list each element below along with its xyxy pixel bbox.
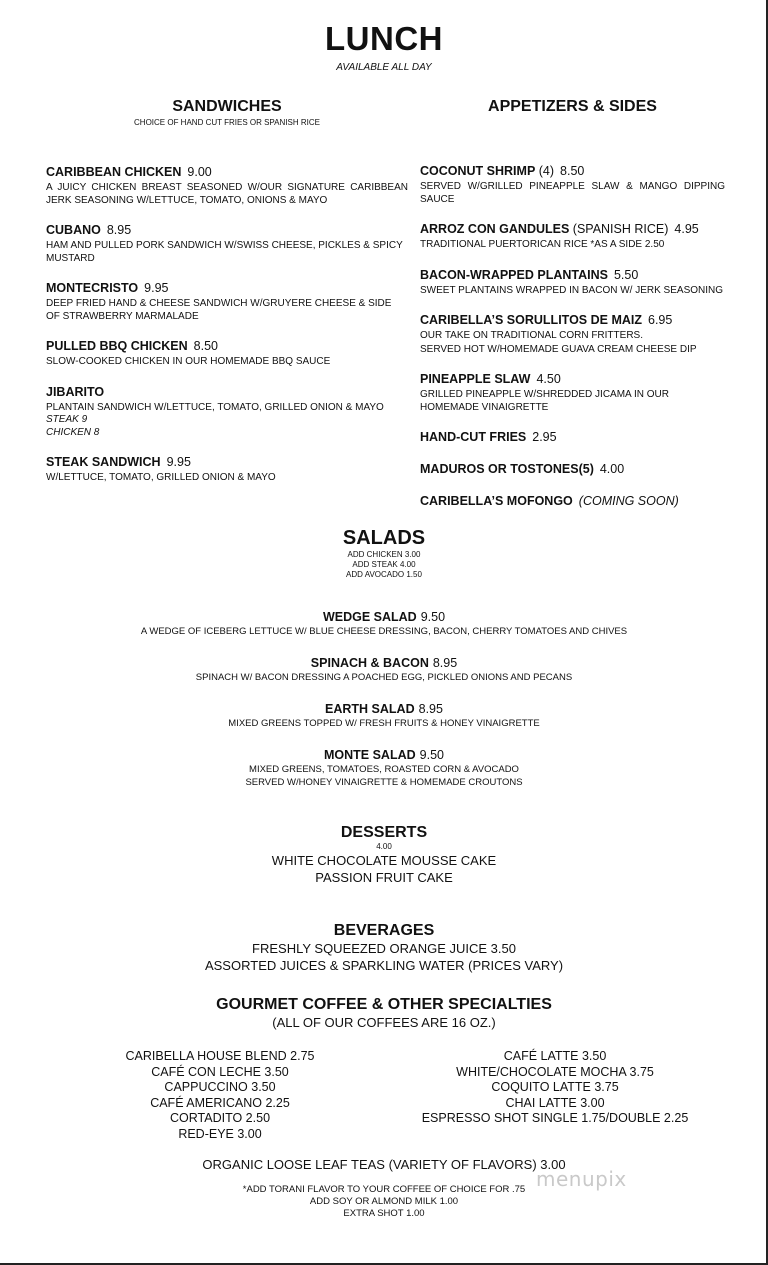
item-description-line2: SERVED W/HONEY VINAIGRETTE & HOMEMADE CROUTONS bbox=[245, 776, 523, 788]
sandwiches-section bbox=[46, 98, 408, 485]
coffee-extras bbox=[0, 1184, 768, 1220]
item-description: MIXED GREENS TOPPED W/ FRESH FRUITS & HONEY VINAIGRETTE bbox=[228, 718, 540, 729]
item-option-steak: STEAK 9 bbox=[46, 414, 88, 425]
coffee-item: CAFÉ LATTE 3.50 bbox=[503, 1049, 607, 1063]
coffee-list-right bbox=[410, 1049, 700, 1127]
item-price: 8.95 bbox=[418, 702, 443, 716]
item-description: SWEET PLANTAINS WRAPPED IN BACON W/ JERK SEASONING bbox=[420, 284, 724, 296]
sandwiches-heading: SANDWICHES bbox=[172, 98, 282, 115]
item-description-line2: SERVED HOT W/HOMEMADE GUAVA CREAM CHEESE DIP bbox=[420, 343, 697, 355]
item-portion: (4) bbox=[535, 164, 555, 178]
item-name: EARTH SALAD bbox=[325, 702, 415, 716]
item-status: (COMING SOON) bbox=[578, 494, 679, 508]
salad-addon: ADD CHICKEN 3.00 bbox=[347, 550, 421, 559]
menu-item bbox=[420, 266, 725, 298]
coffee-extra: ADD SOY OR ALMOND MILK 1.00 bbox=[309, 1196, 459, 1207]
item-name: ARROZ CON GANDULES bbox=[420, 222, 570, 236]
item-name: STEAK SANDWICH bbox=[46, 455, 161, 469]
menu-item bbox=[46, 383, 408, 440]
item-name: CARIBBEAN CHICKEN bbox=[46, 165, 182, 179]
menupix-watermark: menupix bbox=[536, 1167, 627, 1191]
item-description: GRILLED PINEAPPLE W/SHREDDED JICAMA IN OUR HOMEMADE VINAIGRETTE bbox=[420, 389, 669, 413]
item-name: CARIBELLA’S SORULLITOS DE MAIZ bbox=[420, 313, 642, 327]
beverage-item: ASSORTED JUICES & SPARKLING WATER (PRICES VARY) bbox=[204, 958, 564, 973]
item-name: PULLED BBQ CHICKEN bbox=[46, 339, 188, 353]
item-name: SPINACH & BACON bbox=[310, 656, 429, 670]
menu-item bbox=[46, 279, 408, 323]
item-price: 6.95 bbox=[648, 313, 673, 327]
menu-title: LUNCH bbox=[325, 20, 443, 57]
menu-item bbox=[420, 370, 725, 414]
item-price: 9.50 bbox=[419, 748, 444, 762]
coffee-item: CHAI LATTE 3.00 bbox=[505, 1095, 605, 1110]
item-price: 4.50 bbox=[536, 372, 561, 386]
salad-addon: ADD STEAK 4.00 bbox=[352, 560, 416, 569]
item-description: SLOW-COOKED CHICKEN IN OUR HOMEMADE BBQ SAUCE bbox=[46, 356, 331, 367]
salad-addon: ADD AVOCADO 1.50 bbox=[346, 570, 422, 579]
item-price: 8.50 bbox=[560, 164, 585, 178]
item-price: 9.50 bbox=[420, 610, 446, 624]
coffee-section bbox=[0, 996, 768, 1031]
item-description: A JUICY CHICKEN BREAST SEASONED W/OUR SIGNATURE CARIBBEAN JERK SEASONING W/LETTUCE, TOMATO, ONIONS & MAYO bbox=[46, 182, 408, 206]
item-option-chicken: CHICKEN 8 bbox=[46, 426, 100, 438]
coffee-note: (ALL OF OUR COFFEES ARE 16 OZ.) bbox=[272, 1015, 496, 1030]
item-description: DEEP FRIED HAND & CHEESE SANDWICH W/GRUYERE CHEESE & SIDE OF STRAWBERRY MARMALADE bbox=[46, 298, 392, 322]
item-name: WEDGE SALAD bbox=[322, 610, 417, 624]
menu-item bbox=[46, 337, 408, 369]
salads-heading: SALADS bbox=[342, 527, 426, 549]
item-description: SPINACH W/ BACON DRESSING A POACHED EGG, PICKLED ONIONS AND PECANS bbox=[195, 672, 573, 683]
coffee-list-left bbox=[100, 1049, 340, 1142]
item-name: HAND-CUT FRIES bbox=[420, 430, 527, 444]
coffee-extra: EXTRA SHOT 1.00 bbox=[343, 1208, 425, 1219]
menu-item bbox=[420, 162, 725, 206]
menu-item bbox=[420, 428, 725, 446]
menu-item bbox=[46, 453, 408, 485]
menu-item bbox=[46, 163, 408, 207]
appetizers-heading: APPETIZERS & SIDES bbox=[488, 98, 657, 115]
salad-item bbox=[0, 654, 768, 685]
sandwiches-note: CHOICE OF HAND CUT FRIES OR SPANISH RICE bbox=[134, 118, 320, 127]
salads-section bbox=[0, 527, 768, 580]
beverage-item: FRESHLY SQUEEZED ORANGE JUICE 3.50 bbox=[252, 941, 516, 956]
item-name: COCONUT SHRIMP bbox=[420, 164, 536, 178]
item-description: MIXED GREENS, TOMATOES, ROASTED CORN & AVOCADO bbox=[249, 764, 519, 775]
item-price: 9.00 bbox=[187, 165, 212, 179]
menu-subtitle: AVAILABLE ALL DAY bbox=[336, 62, 432, 73]
coffee-item: RED-EYE 3.00 bbox=[178, 1126, 262, 1141]
appetizers-section bbox=[420, 98, 725, 510]
item-name: MADUROS OR TOSTONES(5) bbox=[420, 462, 594, 476]
item-description: A WEDGE OF ICEBERG LETTUCE W/ BLUE CHEESE DRESSING, BACON, CHERRY TOMATOES AND CHIVES bbox=[140, 626, 628, 637]
item-price: 2.95 bbox=[532, 430, 557, 444]
dessert-item: PASSION FRUIT CAKE bbox=[315, 870, 453, 885]
item-price: 8.95 bbox=[106, 223, 132, 237]
coffee-heading: GOURMET COFFEE & OTHER SPECIALTIES bbox=[216, 996, 552, 1013]
item-price: 8.50 bbox=[193, 339, 219, 353]
desserts-price: 4.00 bbox=[376, 842, 392, 851]
desserts-section bbox=[0, 824, 768, 886]
coffee-item: CORTADITO 2.50 bbox=[169, 1111, 271, 1125]
menu-item bbox=[420, 492, 725, 510]
item-name: PINEAPPLE SLAW bbox=[420, 372, 531, 386]
salad-item bbox=[0, 608, 768, 639]
coffee-item: WHITE/CHOCOLATE MOCHA 3.75 bbox=[456, 1064, 654, 1079]
item-description: SERVED W/GRILLED PINEAPPLE SLAW & MANGO DIPPING SAUCE bbox=[420, 181, 725, 205]
menu-item bbox=[420, 220, 725, 252]
item-portion: (SPANISH RICE) bbox=[569, 222, 669, 236]
item-name: CARIBELLA’S MOFONGO bbox=[420, 494, 573, 508]
item-price: 5.50 bbox=[613, 267, 639, 282]
item-price: 8.95 bbox=[432, 656, 458, 670]
salad-item bbox=[0, 746, 768, 789]
item-price: 4.00 bbox=[599, 462, 625, 476]
item-name: MONTECRISTO bbox=[46, 281, 139, 295]
item-description: W/LETTUCE, TOMATO, GRILLED ONION & MAYO bbox=[46, 472, 276, 483]
teas-line bbox=[0, 1156, 768, 1173]
beverages-heading: BEVERAGES bbox=[333, 922, 435, 939]
menu-item bbox=[46, 221, 408, 265]
item-price: 4.95 bbox=[674, 222, 699, 236]
coffee-extra: *ADD TORANI FLAVOR TO YOUR COFFEE OF CHOICE FOR .75 bbox=[242, 1184, 526, 1195]
item-name: MONTE SALAD bbox=[323, 748, 416, 762]
coffee-item: COQUITO LATTE 3.75 bbox=[491, 1080, 619, 1094]
desserts-heading: DESSERTS bbox=[340, 824, 428, 841]
item-name: JIBARITO bbox=[46, 384, 105, 399]
coffee-item: CAFÉ CON LECHE 3.50 bbox=[151, 1064, 289, 1079]
teas-item: ORGANIC LOOSE LEAF TEAS (VARIETY OF FLAVORS) 3.00 bbox=[202, 1157, 566, 1172]
menu-item bbox=[420, 460, 725, 478]
item-description: TRADITIONAL PUERTORICAN RICE *AS A SIDE 2.50 bbox=[420, 239, 665, 250]
coffee-item: CAFÉ AMERICANO 2.25 bbox=[150, 1095, 290, 1110]
item-price: 9.95 bbox=[144, 281, 169, 295]
item-description: OUR TAKE ON TRADITIONAL CORN FRITTERS. bbox=[420, 330, 643, 341]
item-name: BACON-WRAPPED PLANTAINS bbox=[420, 267, 608, 282]
item-price: 9.95 bbox=[166, 455, 191, 469]
menu-item bbox=[420, 311, 725, 356]
salad-item bbox=[0, 700, 768, 731]
beverages-section bbox=[0, 922, 768, 974]
coffee-item: CAPPUCCINO 3.50 bbox=[164, 1080, 276, 1094]
item-name: CUBANO bbox=[46, 223, 101, 237]
item-description: HAM AND PULLED PORK SANDWICH W/SWISS CHEESE, PICKLES & SPICY MUSTARD bbox=[46, 240, 403, 264]
coffee-item: ESPRESSO SHOT SINGLE 1.75/DOUBLE 2.25 bbox=[421, 1111, 689, 1125]
dessert-item: WHITE CHOCOLATE MOUSSE CAKE bbox=[271, 853, 497, 868]
item-description: PLANTAIN SANDWICH W/LETTUCE, TOMATO, GRILLED ONION & MAYO bbox=[46, 401, 384, 413]
coffee-item: CARIBELLA HOUSE BLEND 2.75 bbox=[125, 1049, 315, 1063]
